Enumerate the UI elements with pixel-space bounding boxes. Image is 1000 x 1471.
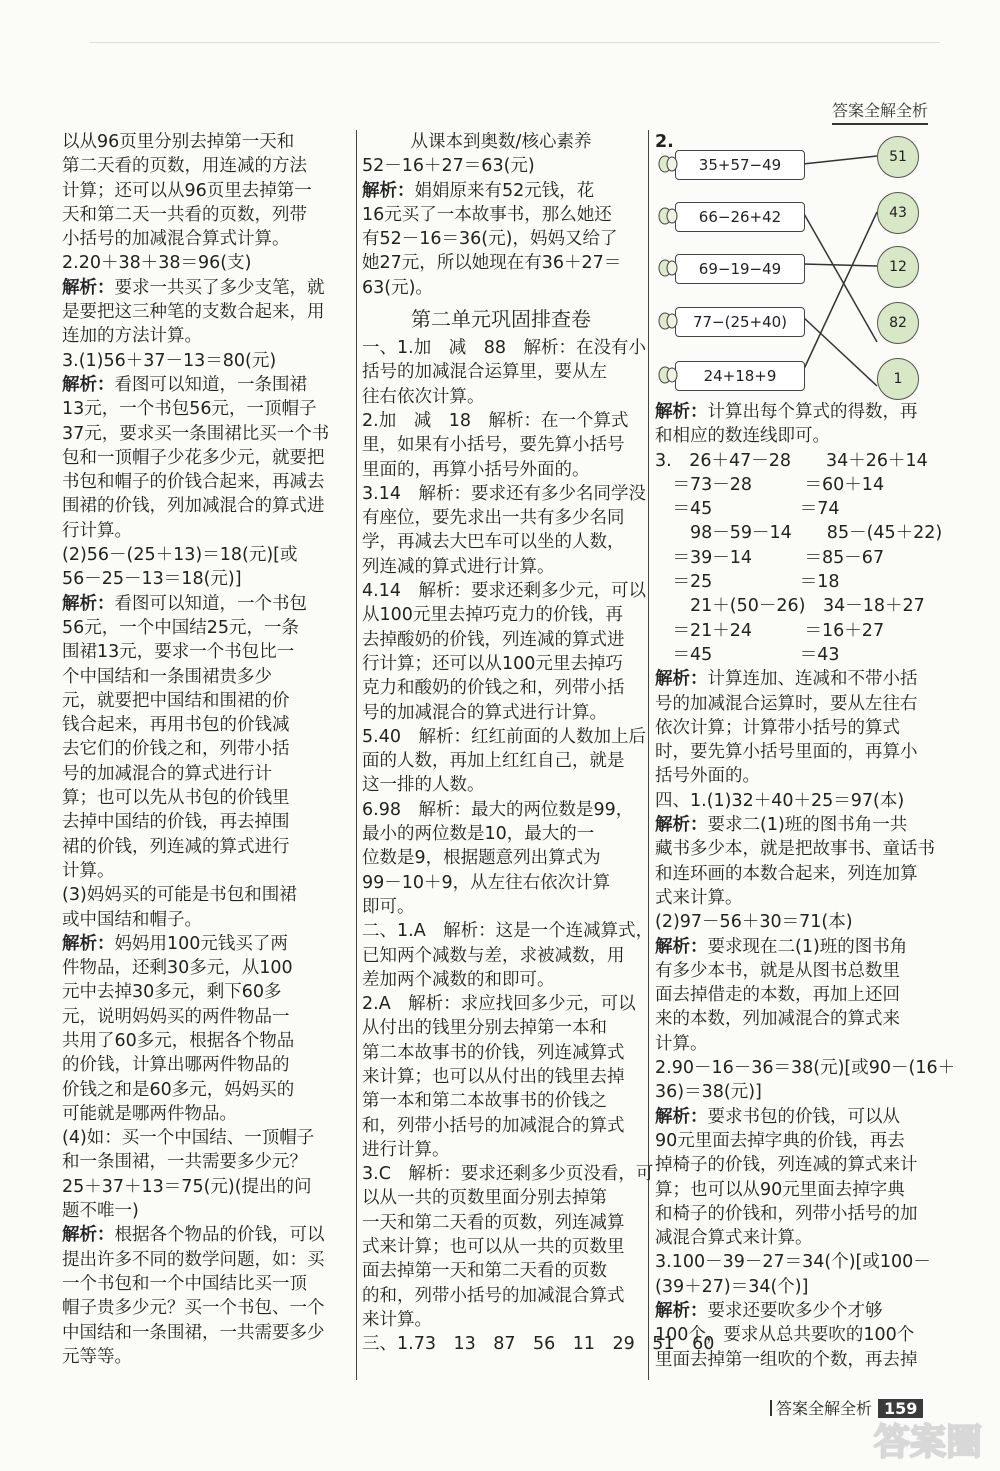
text-line: 小括号的加减混合算式计算。 [62,229,290,250]
text-line: 裙的价钱，列连减的算式进行 [62,836,290,857]
text-line: 从付出的钱里分别去掉第一本和 [362,1018,607,1039]
footer-label: 答案全解全析 [776,1399,873,1418]
text-line: 第二天看的页数，用连减的方法 [62,156,307,177]
text-line: 她27元，所以她现在有36＋27＝ [362,253,622,274]
text-line: 的价钱，计算出哪两件物品的 [62,1055,290,1076]
text-line: 书包和帽子的价钱合起来，再减去 [62,472,325,493]
matching-diagram [655,130,945,400]
text-line: 式来计算。 [655,887,743,908]
text-line: 13元，一个书包56元，一顶帽子 [62,399,317,420]
text-line: 里面去掉第一组吹的个数，再去掉 [655,1349,918,1370]
text-line: 面去掉第一天和第二天看的页数 [362,1261,607,1282]
text-line: 共用了60多元，根据各个物品 [62,1030,295,1051]
text-line: 一、1.加 减 88 解析：在没有小 [362,338,646,359]
text-line: 3.100－39－27＝34(个)[或100－ [655,1252,931,1273]
text-line: 中国结和一条围裙，一共需要多少 [62,1322,325,1343]
text-line: 63(元)。 [362,277,433,298]
text-line: 解析：要求二(1)班的图书角一共 [655,815,908,836]
header-label: 答案全解全析 [832,98,928,125]
text-line: 列连减的算式进行计算。 [362,556,555,577]
expression-text: 69−19−49 [698,260,782,278]
text-line: ＝21＋24 ＝16＋27 [655,620,885,641]
top-rule [90,42,940,43]
text-line: 号的加减混合的算式进行计算。 [362,702,607,723]
text-line: 99－10＋9，从左往右依次计算 [362,872,611,893]
text-line: 以从96页里分别去掉第一天和 [62,132,295,152]
text-line: 面去掉借走的本数，再加上还回 [655,985,900,1006]
text-line: 以从一共的页数里面分别去掉第 [362,1188,607,1209]
text-line: 差加两个减数的和即可。 [362,969,555,990]
text-line: 56元，一个中国结25元，一条 [62,617,300,638]
text-line: 有多少本书，就是从图书总数里 [655,960,900,981]
expression-box [675,307,805,337]
text-line: 最小的两位数是10，最大的一 [362,824,595,845]
text-line: 或中国结和帽子。 [62,909,202,930]
text-line: 依次计算；计算带小括号的算式 [655,717,900,738]
text-line: ＝39－14 ＝85－67 [655,547,885,568]
text-line: 去掉中国结的价钱，再去掉围 [62,812,290,833]
text-line: 从100元里去掉巧克力的价钱，再 [362,605,623,626]
flower-result: 51 [877,136,919,178]
text-line: 号的加减混合的算式进行计 [62,763,272,784]
column-left [62,130,354,1369]
flower-result: 12 [877,246,919,288]
text-line: 题不唯一) [62,1201,139,1222]
butterfly-icon [658,205,678,227]
text-line: 100个，要求从总共要吹的100个 [655,1325,915,1346]
butterfly-icon [658,153,678,175]
text-line: 来的本数，列加减混合的算式来 [655,1009,900,1030]
text-line: 37元，要求买一条围裙比买一个书 [62,423,330,444]
text-line: 往右依次计算。 [362,386,485,407]
text-line: 包和一顶帽子少花多少元，就要把 [62,447,325,468]
text-line: 减混合算式来计算。 [655,1228,813,1249]
text-line: 式来计算；也可以从一共的页数里 [362,1237,625,1258]
text-line: 来计算。 [362,1309,432,1330]
text-line: 90元里面去掉字典的价钱，再去 [655,1130,905,1151]
text-line: (39＋27)＝34(个)] [655,1276,809,1297]
page-number: 159 [878,1399,923,1418]
text-line: 第一本和第二本故事书的价钱之 [362,1091,607,1112]
text-line: ＝73－28 ＝60＋14 [655,474,885,495]
text-line: 里面的，再算小括号外面的。 [362,459,590,480]
text-line: 算；也可以从90元里面去掉字典 [655,1179,905,1200]
text-line: 进行计算。 [362,1139,450,1160]
text-line: 解析：要求书包的价钱，可以从 [655,1106,900,1127]
expression-text: 66−26+42 [698,208,782,226]
text-line: 计算；还可以从96页里去掉第一 [62,180,312,201]
text-line: 围裙的价钱，列加减混合的算式进 [62,496,325,517]
text-line: 去掉酸奶的价钱，列连减的算式进 [362,629,625,650]
text-line: 6.98 解析：最大的两位数是99， [362,799,634,820]
text-line: 解析：看图可以知道，一条围裙 [62,374,307,395]
text-line: 3. 26＋47－28 34＋26＋14 [655,450,928,471]
column-right [655,130,956,1372]
text-line: 5.40 解析：红红前面的人数加上后 [362,726,646,747]
text-line: 元，就要把中国结和围裙的价 [62,690,290,711]
text-line: 个中国结和一条围裙贵多少 [62,666,272,687]
text-line: 解析：要求还要吹多少个才够 [655,1300,883,1321]
flower-result: 43 [877,192,919,234]
text-line: 时，要先算小括号里面的，再算小 [655,742,918,763]
text-line: 和相应的数连线即可。 [655,426,830,447]
text-line: 提出许多不同的数学问题，如：买 [62,1249,325,1270]
expression-box [675,150,805,180]
text-line: 二、1.A 解析：这是一个连减算式， [362,921,654,942]
text-line: 掉椅子的价钱，列连减的算式来计 [655,1155,918,1176]
expression-box [675,202,805,232]
text-line: 括号的加减混合运算里，要从左 [362,362,607,383]
watermark-logo [858,1412,998,1470]
text-line: 四、1.(1)32＋40＋25＝97(本) [655,790,905,811]
text-line: 已知两个减数与差，求被减数，用 [362,945,625,966]
text-line: 即可。 [362,896,415,917]
flower-result: 82 [877,302,919,344]
text-line: 解析：看图可以知道，一个书包 [62,593,307,614]
text-line: 位数是9，根据题意列出算式为 [362,848,601,869]
text-line: 面的人数，再加上红红自己，就是 [362,751,625,772]
text-line: 解析：妈妈用100元钱买了两 [62,933,288,954]
text-line: 行计算。 [62,520,132,541]
text-line: (2)97－56＋30＝71(本) [655,912,853,933]
text-line: (3)妈妈买的可能是书包和围裙 [62,885,297,906]
text-line: 2.20＋38＋38＝96(支) [62,253,252,274]
text-line: (2)56－(25＋13)＝18(元)[或 [62,545,298,566]
text-line: 学，再减去大巴车可以坐的人数， [362,532,625,553]
expression-box [675,254,805,284]
butterfly-icon [658,257,678,279]
text-line: 21＋(50－26) 34－18＋27 [655,596,925,617]
butterfly-icon [658,364,678,386]
text-line: 天和第二天一共看的页数，列带 [62,204,307,225]
text-line: 去它们的价钱之和，列带小括 [62,739,290,760]
text-line: 藏书多少本，就是把故事书、童话书 [655,839,935,860]
text-line: ＝45 ＝74 [655,499,840,520]
text-line: 价钱之和是60多元，妈妈买的 [62,1079,295,1100]
text-line: 是要把这三种笔的支数合起来，用 [62,302,325,323]
text-line: 解析：要求现在二(1)班的图书角 [655,936,908,957]
butterfly-icon [658,310,678,332]
watermark-text: 答案圈 [873,1422,983,1463]
text-line: 3.C 解析：要求还剩多少页没看，可 [362,1164,654,1185]
text-line: 4.14 解析：要求还剩多少元，可以 [362,581,646,602]
text-line: 3.14 解析：要求还有多少名同学没 [362,483,646,504]
text-line: 里，如果有小括号，要先算小括号 [362,435,625,456]
text-line: 三、1.73 13 87 56 11 29 51 60 [362,1334,715,1355]
text-line: 和椅子的价钱和，列带小括号的加 [655,1203,918,1224]
expression-text: 24+18+9 [703,367,777,385]
text-line: 解析：计算连加、连减和不带小括 [655,669,918,690]
footer-bar [770,1400,772,1416]
column-divider [356,130,357,1380]
text-line: 25＋37＋13＝75(元)(提出的问 [62,1176,312,1197]
text-line: 元，说明妈妈买的两件物品一 [62,1006,290,1027]
text-line: 36)＝38(元)] [655,1082,762,1103]
text-line: 计算。 [62,860,115,881]
text-line: 2.90－16－36＝38(元)[或90－(16＋ [655,1058,956,1079]
text-line: 元等等。 [62,1346,132,1367]
text-line: 解析：根据各个物品的价钱，可以 [62,1225,325,1246]
text-line: 这一排的人数。 [362,775,485,796]
text-line: 钱合起来，再用书包的价钱减 [62,715,290,736]
text-line: 一天和第二天看的页数，列连减算 [362,1212,625,1233]
text-line: 98－59－14 85－(45＋22) [655,523,943,544]
text-line: 有座位，要先求出一共有多少名同 [362,508,625,529]
expression-text: 77−(25+40) [692,313,788,331]
text-line: (4)如：买一个中国结、一顶帽子 [62,1128,315,1149]
text-line: 行计算；还可以从100元里去掉巧 [362,653,623,674]
text-line: 2.加 减 18 解析：在一个算式 [362,410,629,431]
text-line: 的和，列带小括号的加减混合算式 [362,1285,625,1306]
text-line: 件物品，还剩30多元，从100 [62,958,293,979]
question-label: 2. [655,132,674,152]
text-line: 来计算；也可以从付出的钱里去掉 [362,1066,625,1087]
text-line: 解析：计算出每个算式的得数，再 [655,402,918,422]
text-line: 和连环画的本数合起来，列连加算 [655,863,918,884]
text-line: 解析：要求一共买了多少支笔，就 [62,277,325,298]
text-line: 号的加减混合运算时，要从左往右 [655,693,918,714]
text-line: 可能就是哪两件物品。 [62,1103,237,1124]
text-line: 克力和酸奶的价钱之和，列带小括 [362,678,625,699]
expression-box [675,361,805,391]
text-line: 2.A 解析：求应找回多少元，可以 [362,994,636,1015]
flower-result: 1 [877,358,919,400]
text-line: 括号外面的。 [655,766,760,787]
text-line: 和，列带小括号的加减混合的算式 [362,1115,625,1136]
text-line: 和一条围裙，一共需要多少元？ [62,1152,307,1173]
text-line: 16元买了一本故事书，那么她还 [362,204,612,225]
text-line: 连加的方法计算。 [62,326,202,347]
text-line: 帽子贵多少元？买一个书包、一个 [62,1298,325,1319]
text-line: ＝25 ＝18 [655,572,840,593]
text-line: 计算。 [655,1033,708,1054]
text-line: 围裙13元，要求一个书包比一 [62,642,295,663]
text-line: 3.(1)56＋37－13＝80(元) [62,350,277,371]
expression-text: 35+57−49 [698,156,782,174]
text-line: 算；也可以先从书包的价钱里 [62,788,290,809]
section-subtitle: 从课本到奥数/核心素养 [410,132,592,152]
text-line: 第二本故事书的价钱，列连减算式 [362,1042,625,1063]
text-line: 解析：娟娟原来有52元钱，花 [362,180,595,201]
text-line: ＝45 ＝43 [655,644,840,665]
text-line: 有52－16＝36(元)，妈妈又给了 [362,229,618,250]
section-title: 第二单元巩固排查卷 [411,307,591,332]
text-line: 52－16＋27＝63(元) [362,156,535,177]
text-line: 元中去掉30多元，剩下60多 [62,982,282,1003]
column-divider [648,130,649,1380]
text-line: 56－25－13＝18(元)] [62,569,242,590]
text-line: 一个书包和一个中国结比买一顶 [62,1273,307,1294]
